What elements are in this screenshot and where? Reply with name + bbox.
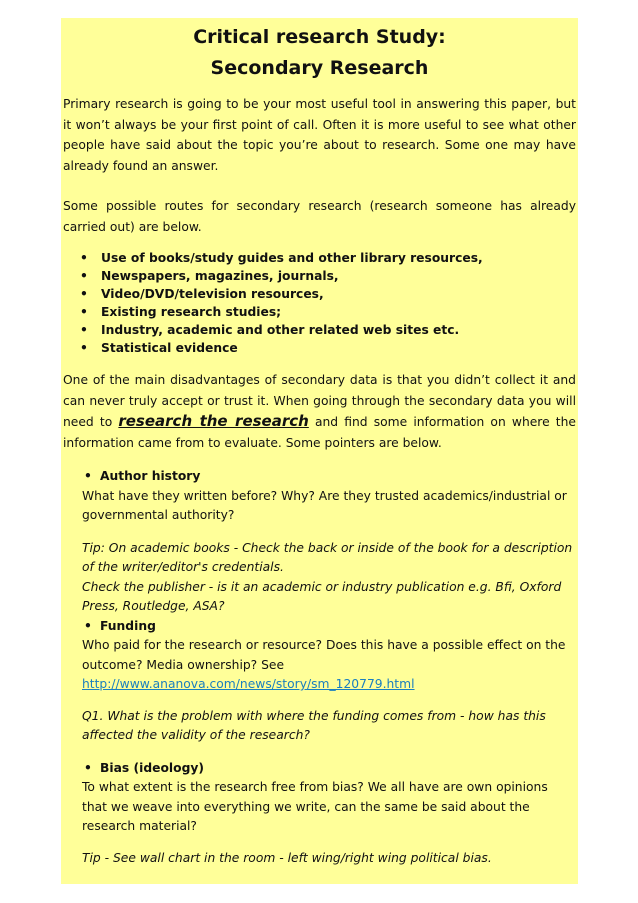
funding-link[interactable]: http://www.ananova.com/news/story/sm_120779.html [82,677,415,691]
bias-text: To what extent is the research free from bias? We all have are own opinions that we weave into everything we write, can the same be said about the research material? [82,780,548,833]
funding-question: Q1. What is the problem with where the funding comes from - how has this affected the validity of the research? [82,708,546,742]
list-item: • Statistical evidence [101,339,576,357]
funding-heading: • Funding [82,617,576,637]
bias-tip: Tip - See wall chart in the room - left wing/right wing political bias. [82,850,492,865]
routes-intro: Some possible routes for secondary research (research someone has already carried out) are below. [63,199,576,234]
document-page [61,18,578,884]
research-the-research-emphasis: research the research [118,412,309,430]
pointers-section [63,467,576,868]
page-title: Critical research Study: [193,26,446,48]
list-item: • Use of books/study guides and other library resources, [101,249,576,267]
list-item: • Video/DVD/television resources, [101,285,576,303]
disadvantages-text-1: One of the main disadvantages of secondary data is that you didn’t collect it and can never truly accept or trust it. When going through the secondary data you will need to [63,373,576,429]
bias-heading: • Bias (ideology) [82,759,576,779]
list-item: • Newspapers, magazines, journals, [101,267,576,285]
disadvantages-paragraph [63,370,576,453]
page-subtitle: Secondary Research [210,57,429,79]
intro-paragraph: Primary research is going to be your most useful tool in answering this paper, but it won’t always be your first point of call. Often it is more useful to see what other people have said about the topic you’re about to research. Some one may have already found an answer. [63,97,576,173]
author-text: What have they written before? Why? Are they trusted academics/industrial or governmental authority? [82,488,567,522]
disadvantages-text-2: and find some information on where the information came from to evaluate. Some pointers are below. [63,415,576,450]
author-heading: • Author history [82,467,576,487]
list-item: • Industry, academic and other related web sites etc. [101,321,576,339]
routes-list [63,249,576,357]
funding-text: Who paid for the research or resource? Does this have a possible effect on the outcome? Media ownership? See [82,638,566,672]
list-item: • Existing research studies; [101,303,576,321]
author-tip-1: Tip: On academic books - Check the back or inside of the book for a description of the writer/editor's credentials. [82,540,573,574]
author-tip-2: Check the publisher - is it an academic or industry publication e.g. Bfi, Oxford Press, Routledge, ASA? [82,579,562,613]
